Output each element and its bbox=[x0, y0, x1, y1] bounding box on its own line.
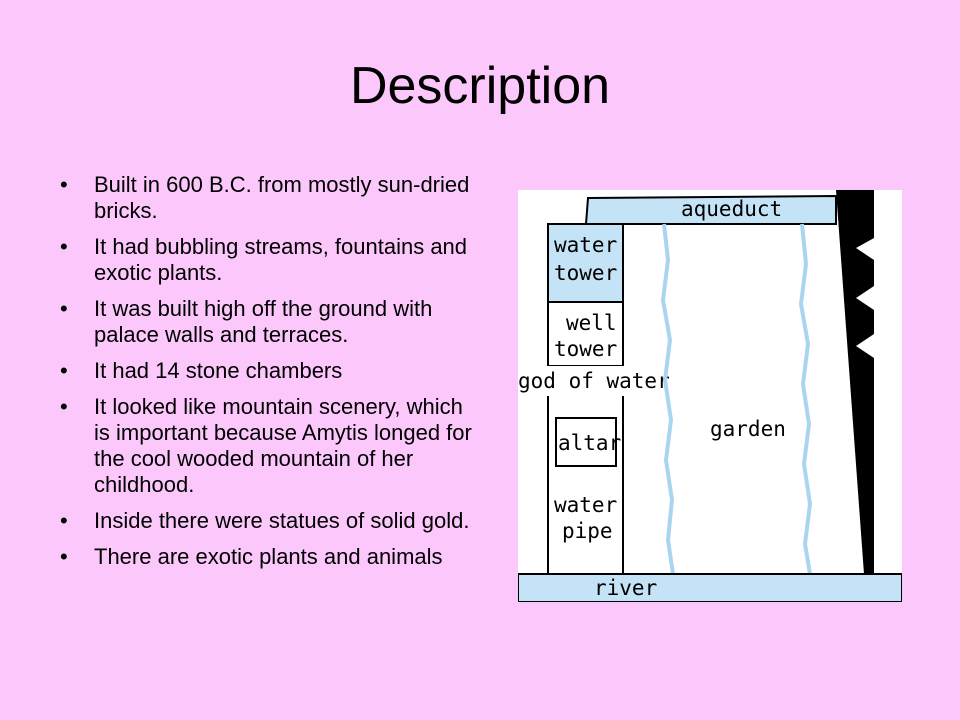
bullet-item: • It had 14 stone chambers bbox=[60, 358, 480, 384]
altar-label: altar bbox=[558, 431, 622, 455]
well-tower-label-1: well bbox=[566, 311, 617, 335]
bullet-list bbox=[60, 172, 480, 580]
bullet-item: • It had bubbling streams, fountains and exotic plants. bbox=[60, 234, 480, 286]
water-tower-label-2: tower bbox=[554, 261, 618, 285]
bullet-item: • It was built high off the ground with palace walls and terraces. bbox=[60, 296, 480, 348]
river-label: river bbox=[594, 576, 658, 600]
water-tower-label-1: water bbox=[554, 233, 618, 257]
hanging-gardens-diagram bbox=[518, 190, 902, 602]
garden-label: garden bbox=[710, 417, 786, 441]
aqueduct-label: aqueduct bbox=[681, 197, 783, 221]
slide-title: Description bbox=[349, 57, 611, 115]
bullet-item: • Inside there were statues of solid gold. bbox=[60, 508, 480, 534]
bullet-item: • It looked like mountain scenery, which is important because Amytis longed for the cool wooded mountain of her childhood. bbox=[60, 394, 480, 498]
water-pipe-label-2: pipe bbox=[562, 519, 613, 543]
well-tower-label-2: tower bbox=[554, 337, 618, 361]
god-of-water-label: god of water bbox=[518, 369, 670, 393]
bullet-item: • Built in 600 B.C. from mostly sun-dried bricks. bbox=[60, 172, 480, 224]
water-pipe-label-1: water bbox=[554, 493, 618, 517]
river bbox=[518, 574, 902, 602]
bullet-item: • There are exotic plants and animals bbox=[60, 544, 480, 570]
